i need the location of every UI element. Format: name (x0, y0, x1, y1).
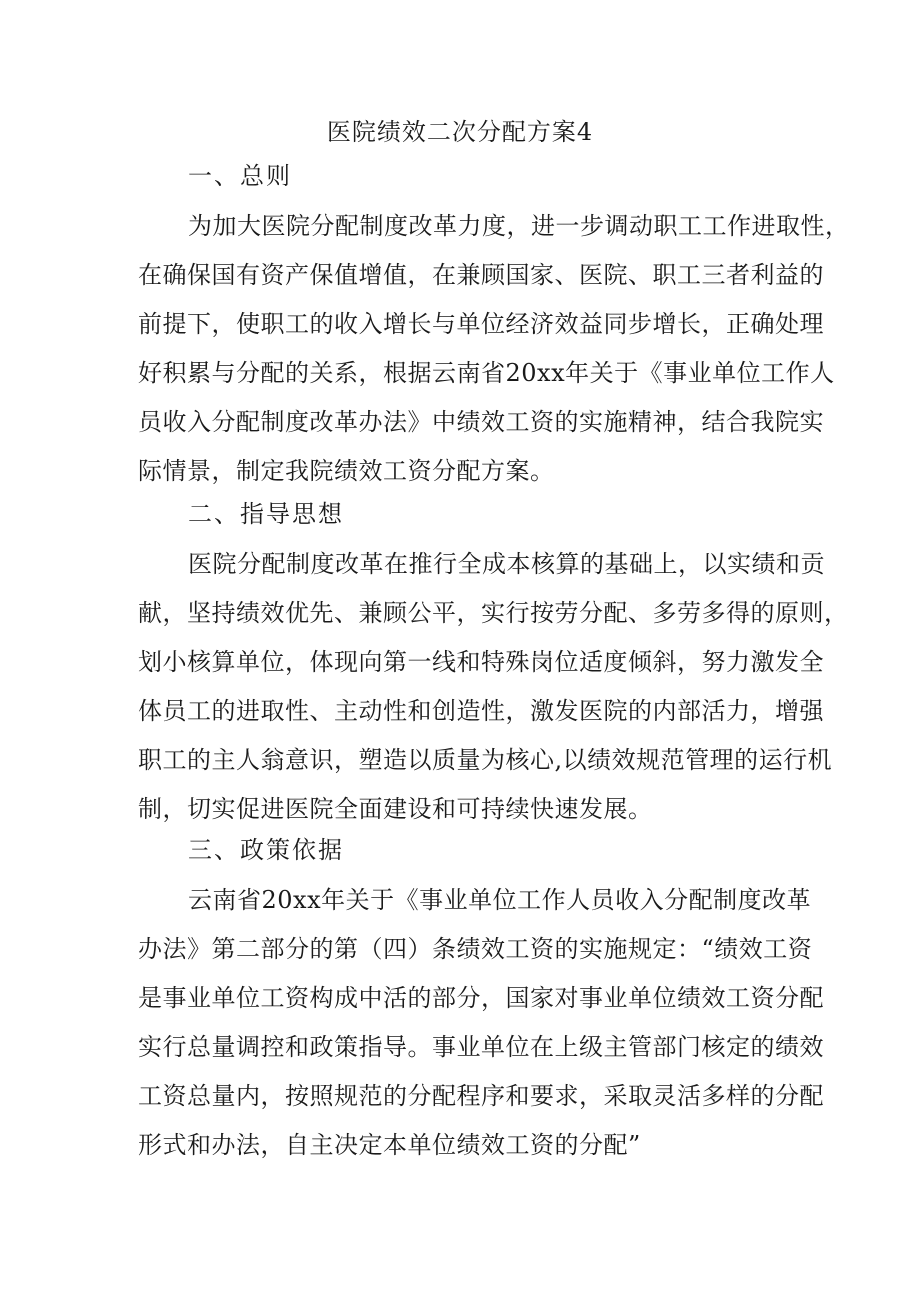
paragraph-line: 实行总量调控和政策指导。事业单位在上级主管部门核定的绩效 (138, 1033, 824, 1061)
paragraph-line: 前提下，使职工的收入增长与单位经济效益同步增长，正确处理 (138, 310, 824, 338)
paragraph-line: 是事业单位工资构成中活的部分，国家对事业单位绩效工资分配 (138, 984, 824, 1012)
paragraph-line: 为加大医院分配制度改革力度，进一步调动职工工作进取性， (188, 212, 850, 240)
paragraph-line: 形式和办法，自主决定本单位绩效工资的分配” (138, 1131, 641, 1159)
section-heading-policy-basis: 三、政策依据 (188, 836, 344, 864)
section-body-policy-basis (138, 876, 824, 1170)
paragraph-line: 职工的主人翁意识，塑造以质量为核心,以绩效规范管理的运行机 (138, 746, 833, 774)
document-title: 医院绩效二次分配方案4 (326, 118, 594, 146)
section-heading-general: 一、总则 (188, 162, 292, 190)
paragraph-line: 在确保国有资产保值增值，在兼顾国家、医院、职工三者利益的 (138, 261, 824, 289)
section-heading-guiding-thought: 二、指导思想 (188, 500, 344, 528)
paragraph-line: 好积累与分配的关系，根据云南省20xx年关于《事业单位工作人 (138, 359, 835, 387)
paragraph-line: 云南省20xx年关于《事业单位工作人员收入分配制度改革 (188, 886, 812, 914)
section-body-general (138, 202, 850, 496)
paragraph-line: 献，坚持绩效优先、兼顾公平，实行按劳分配、多劳多得的原则， (138, 599, 849, 627)
paragraph-line: 体员工的进取性、主动性和创造性，激发医院的内部活力，增强 (138, 697, 824, 725)
paragraph-line: 医院分配制度改革在推行全成本核算的基础上，以实绩和贡 (188, 550, 825, 578)
section-body-guiding-thought (138, 540, 849, 834)
paragraph-line: 划小核算单位，体现向第一线和特殊岗位适度倾斜，努力激发全 (138, 648, 824, 676)
paragraph-line: 际情景，制定我院绩效工资分配方案。 (138, 457, 555, 485)
paragraph-line: 办法》第二部分的第（四）条绩效工资的实施规定：“绩效工资 (138, 935, 813, 963)
paragraph-line: 工资总量内，按照规范的分配程序和要求，采取灵活多样的分配 (138, 1082, 824, 1110)
paragraph-line: 制，切实促进医院全面建设和可持续快速发展。 (138, 795, 653, 823)
paragraph-line: 员收入分配制度改革办法》中绩效工资的实施精神，结合我院实 (138, 408, 824, 436)
